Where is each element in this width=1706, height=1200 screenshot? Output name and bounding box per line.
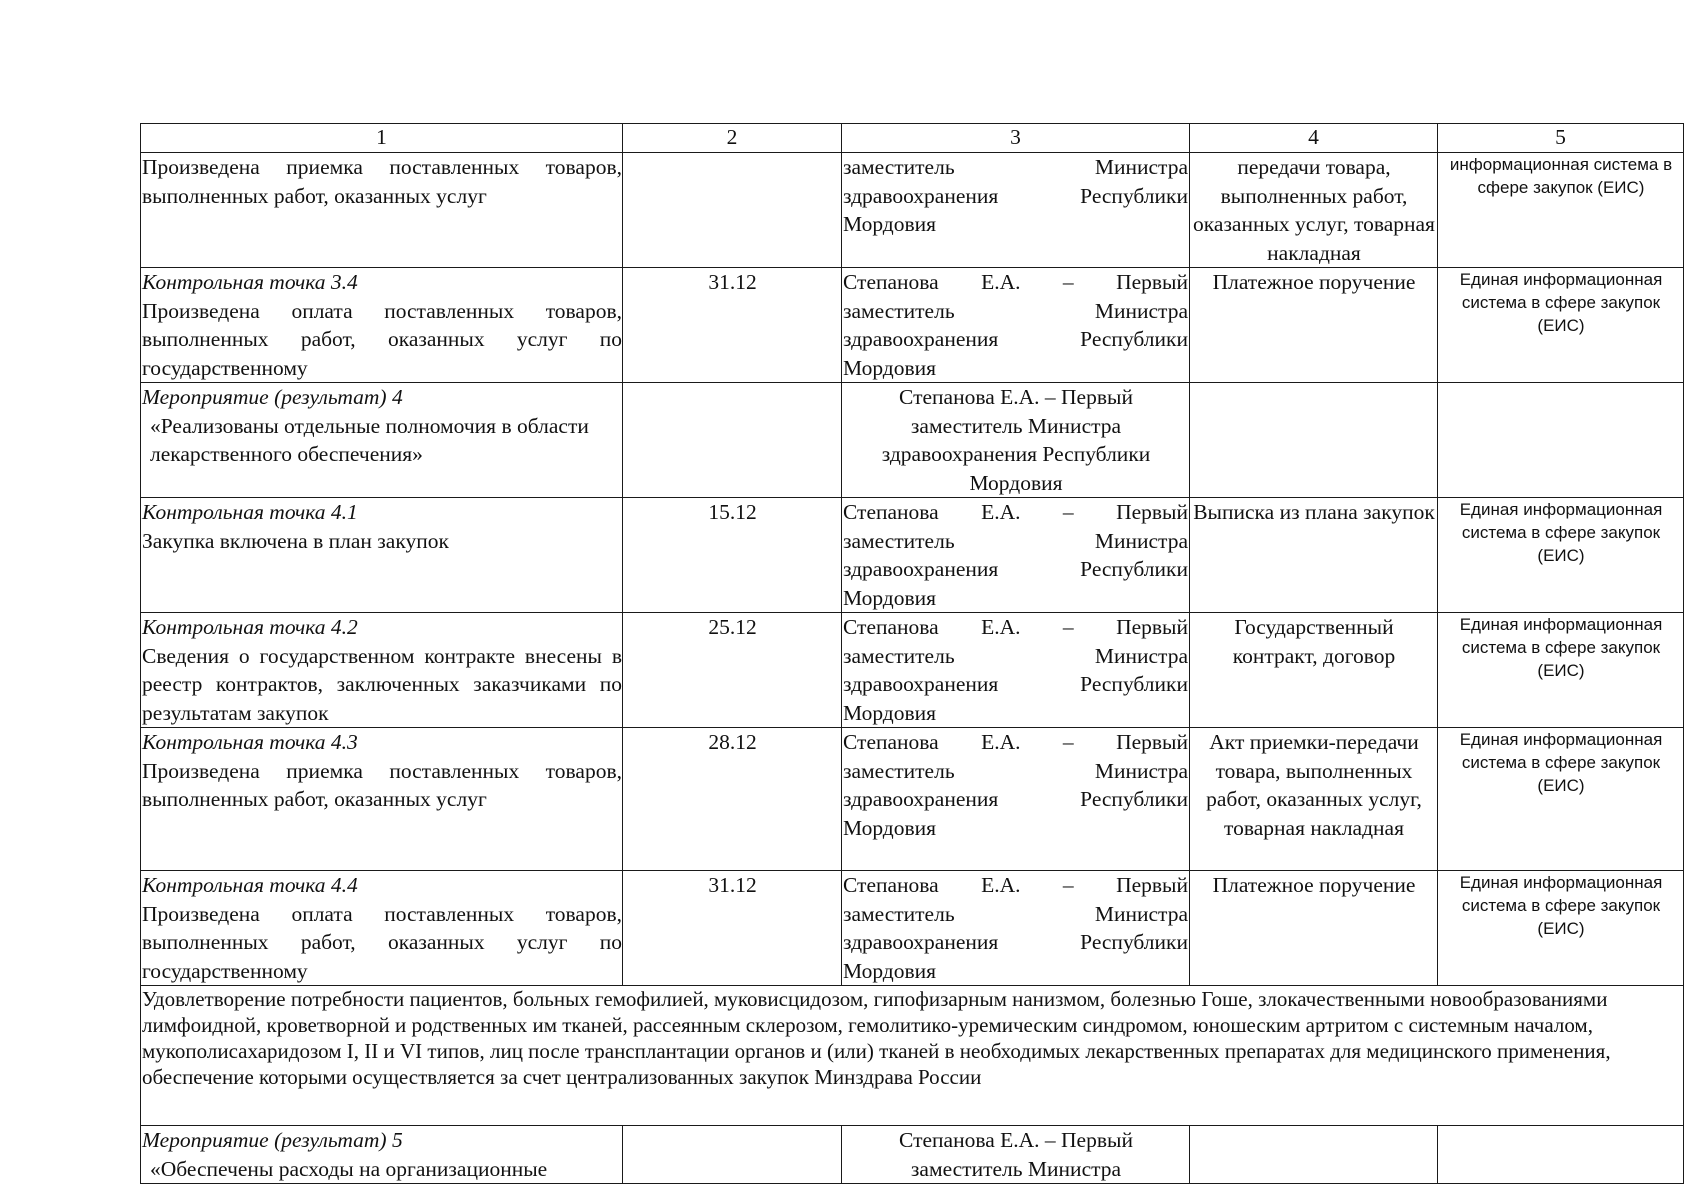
header-cell: 1: [141, 124, 623, 153]
system-cell: Единая информационная система в сфере закупок (ЕИС): [1438, 871, 1684, 986]
checkpoint-title: Контрольная точка 4.2: [142, 615, 358, 639]
table-row: [141, 268, 1684, 383]
responsible-cell: Степанова Е.А. – Первый заместитель Министра здравоохранения Республики Мордовия: [842, 728, 1190, 871]
checkpoint-title: Контрольная точка 4.4: [142, 873, 358, 897]
system-cell: информационная система в сфере закупок (ЕИС): [1438, 153, 1684, 268]
description-cell: [141, 498, 623, 613]
date-cell: 15.12: [623, 498, 842, 613]
date-cell: [623, 383, 842, 498]
description-cell: [141, 1126, 623, 1184]
checkpoint-title: Контрольная точка 3.4: [142, 270, 358, 294]
date-cell: 31.12: [623, 268, 842, 383]
document-cell: Выписка из плана закупок: [1190, 498, 1438, 613]
description-cell: [141, 268, 623, 383]
document-cell: Платежное поручение: [1190, 871, 1438, 986]
table-row: [141, 383, 1684, 498]
table-row: [141, 613, 1684, 728]
description-text: Сведения о государственном контракте внесены в реестр контрактов, заключенных заказчиками по результатам закупок: [142, 643, 622, 725]
description-text: Произведена приемка поставленных товаров, выполненных работ, оказанных услуг: [142, 758, 622, 811]
section-description: Удовлетворение потребности пациентов, больных гемофилией, муковисцидозом, гипофизарным нанизмом, болезнью Гоше, злокачественными новообразованиями лимфоидной, кроветворной и родственных им тканей, рассеянным склерозом, гемолитико-уремическим синдромом, юношеским артритом с системным началом, мукополисахаридозом I, II и VI типов, лиц после трансплантации органов и (или) тканей в необходимых лекарственных препаратах для медицинского применения, обеспечение которыми осуществляется за счет централизованных закупок Минздрава России: [141, 986, 1684, 1126]
document-cell: Платежное поручение: [1190, 268, 1438, 383]
date-cell: 28.12: [623, 728, 842, 871]
responsible-cell: Степанова Е.А. – Первый заместитель Министра здравоохранения Республики Мордовия: [842, 613, 1190, 728]
system-cell: [1438, 1126, 1684, 1184]
responsible-cell: Степанова Е.А. – Первый заместитель Министра здравоохранения Республики Мордовия: [842, 498, 1190, 613]
system-cell: Единая информационная система в сфере закупок (ЕИС): [1438, 268, 1684, 383]
table-row: [141, 871, 1684, 986]
description-text: «Обеспечены расходы на организационные: [150, 1156, 548, 1181]
header-row: [141, 124, 1684, 153]
table-row: [141, 498, 1684, 613]
description-cell: [141, 153, 623, 268]
table-row: [141, 728, 1684, 871]
responsible-cell: Степанова Е.А. – Первый заместитель Министра здравоохранения Республики Мордовия: [842, 268, 1190, 383]
section-row: [141, 986, 1684, 1126]
date-cell: [623, 153, 842, 268]
document-table: [140, 123, 1684, 1184]
header-cell: 4: [1190, 124, 1438, 153]
event-title: Мероприятие (результат) 5: [142, 1128, 403, 1152]
description-text: «Реализованы отдельные полномочия в области лекарственного обеспечения»: [150, 413, 589, 466]
table-row: [141, 1126, 1684, 1184]
system-cell: Единая информационная система в сфере закупок (ЕИС): [1438, 728, 1684, 871]
responsible-cell: Степанова Е.А. – Первый заместитель Министра: [842, 1126, 1190, 1184]
responsible-cell: заместитель Министра здравоохранения Республики Мордовия: [842, 153, 1190, 268]
responsible-cell: Степанова Е.А. – Первый заместитель Министра здравоохранения Республики Мордовия: [842, 383, 1190, 498]
event-title: Мероприятие (результат) 4: [142, 385, 403, 409]
date-cell: 31.12: [623, 871, 842, 986]
description-cell: [141, 871, 623, 986]
description-cell: [141, 728, 623, 871]
table-row: [141, 153, 1684, 268]
description-text: Произведена оплата поставленных товаров, выполненных работ, оказанных услуг по государственному: [142, 901, 622, 983]
description-cell: [141, 613, 623, 728]
document-cell: [1190, 383, 1438, 498]
header-cell: 2: [623, 124, 842, 153]
system-cell: Единая информационная система в сфере закупок (ЕИС): [1438, 613, 1684, 728]
document-cell: [1190, 1126, 1438, 1184]
description-cell: [141, 383, 623, 498]
description-text: Произведена оплата поставленных товаров, выполненных работ, оказанных услуг по государственному: [142, 298, 622, 380]
system-cell: [1438, 383, 1684, 498]
checkpoint-title: Контрольная точка 4.1: [142, 500, 358, 524]
description-text: Произведена приемка поставленных товаров, выполненных работ, оказанных услуг: [142, 155, 622, 208]
document-cell: передачи товара, выполненных работ, оказанных услуг, товарная накладная: [1190, 153, 1438, 268]
header-cell: 3: [842, 124, 1190, 153]
document-cell: Акт приемки-передачи товара, выполненных работ, оказанных услуг, товарная накладная: [1190, 728, 1438, 871]
responsible-cell: Степанова Е.А. – Первый заместитель Министра здравоохранения Республики Мордовия: [842, 871, 1190, 986]
date-cell: [623, 1126, 842, 1184]
header-cell: 5: [1438, 124, 1684, 153]
document-cell: Государственный контракт, договор: [1190, 613, 1438, 728]
system-cell: Единая информационная система в сфере закупок (ЕИС): [1438, 498, 1684, 613]
checkpoint-title: Контрольная точка 4.3: [142, 730, 358, 754]
description-text: Закупка включена в план закупок: [142, 528, 449, 553]
date-cell: 25.12: [623, 613, 842, 728]
